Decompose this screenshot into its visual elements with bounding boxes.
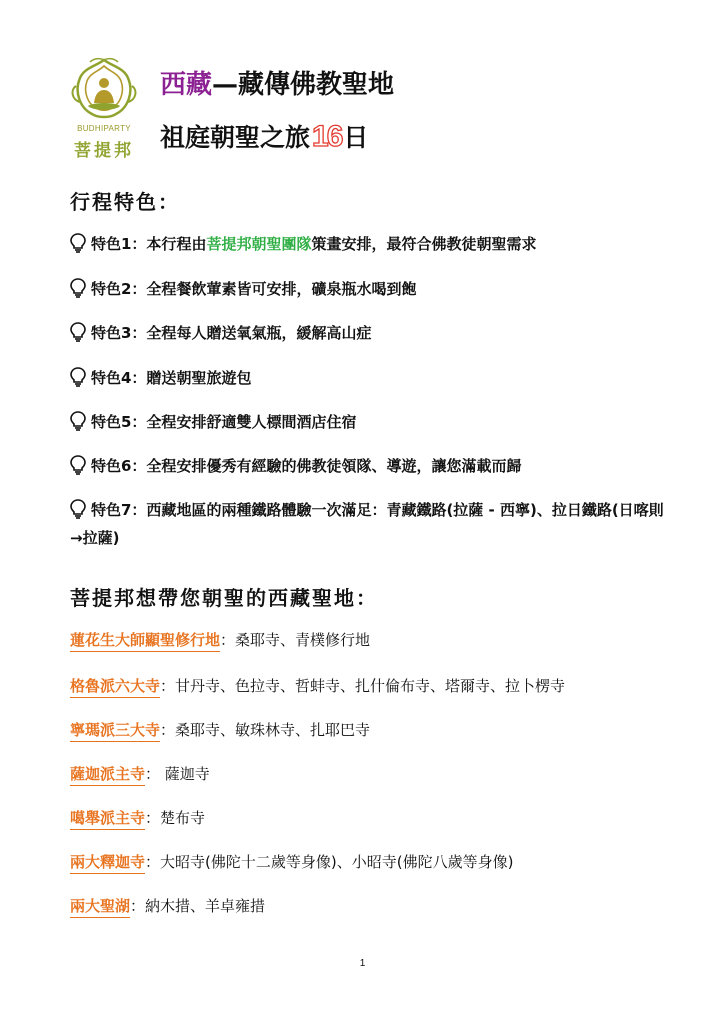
document-subtitle <box>160 118 368 154</box>
site-name: 兩大釋迦寺 <box>70 853 145 874</box>
site-name: 格魯派六大寺 <box>70 677 160 698</box>
page-number: 1 <box>359 958 366 969</box>
site-item <box>70 674 670 698</box>
site-description: ：楚布寺 <box>145 809 206 827</box>
site-item <box>70 806 670 830</box>
sites-heading: 菩提邦想帶您朝聖的西藏聖地： <box>70 586 378 610</box>
site-name: 噶舉派主寺 <box>70 809 145 830</box>
lightbulb-icon <box>70 233 86 253</box>
feature-item <box>70 319 670 347</box>
document-title <box>160 64 394 101</box>
site-name: 蓮花生大師顯聖修行地 <box>70 631 220 652</box>
feature-1-highlight: 菩提邦朝聖團隊 <box>206 235 312 253</box>
site-description: ：桑耶寺、青樸修行地 <box>220 631 371 649</box>
site-item <box>70 762 670 786</box>
site-description: ：桑耶寺、敏珠林寺、扎耶巴寺 <box>160 721 371 739</box>
site-description: ：甘丹寺、色拉寺、哲蚌寺、扎什倫布寺、塔爾寺、拉卜楞寺 <box>160 677 566 695</box>
title-rest: —藏傳佛教聖地 <box>212 70 395 100</box>
feature-4-text: 特色4：贈送朝聖旅遊包 <box>91 369 252 387</box>
feature-item <box>70 452 670 480</box>
feature-item <box>70 275 670 303</box>
site-item <box>70 894 670 918</box>
feature-item <box>70 408 670 436</box>
site-name: 寧瑪派三大寺 <box>70 721 160 742</box>
title-tibet: 西藏 <box>160 70 213 100</box>
feature-5-text: 特色5：全程安排舒適雙人標間酒店住宿 <box>91 413 357 431</box>
feature-2-text: 特色2：全程餐飲葷素皆可安排，礦泉瓶水喝到飽 <box>91 280 417 298</box>
lightbulb-icon <box>70 455 86 475</box>
site-description: ：大昭寺(佛陀十二歲等身像)、小昭寺(佛陀八歲等身像) <box>145 853 514 871</box>
feature-item <box>70 230 670 258</box>
subtitle-pre: 祖庭朝聖之旅 <box>160 123 311 152</box>
feature-item <box>70 364 670 392</box>
lightbulb-icon <box>70 499 86 519</box>
logo-english-text: BUDHIPARTY <box>77 124 131 133</box>
feature-6-text: 特色6：全程安排優秀有經驗的佛教徒領隊、導遊，讓您滿載而歸 <box>91 457 522 475</box>
feature-7-text: 特色7：西藏地區的兩種鐵路體驗一次滿足：青藏鐵路(拉薩 - 西寧)、拉日鐵路(日喀則→拉薩) <box>70 501 664 547</box>
site-description: ：納木措、羊卓雍措 <box>130 897 266 915</box>
site-name: 薩迦派主寺 <box>70 765 145 786</box>
logo-chinese-text: 菩提邦 <box>74 141 134 161</box>
lightbulb-icon <box>70 411 86 431</box>
subtitle-post: 日 <box>343 123 369 152</box>
lightbulb-icon <box>70 367 86 387</box>
lightbulb-icon <box>70 322 86 342</box>
feature-3-text: 特色3：全程每人贈送氧氣瓶，緩解高山症 <box>91 324 372 342</box>
budhiparty-logo <box>66 56 142 160</box>
lotus-buddha-icon <box>66 56 142 124</box>
lightbulb-icon <box>70 278 86 298</box>
days-number: 16 <box>312 120 342 153</box>
feature-1-post: 策畫安排，最符合佛教徒朝聖需求 <box>311 235 537 253</box>
site-item <box>70 718 670 742</box>
features-heading: 行程特色： <box>70 190 180 214</box>
site-name: 兩大聖湖 <box>70 897 130 918</box>
feature-1-pre: 特色1：本行程由 <box>91 235 207 253</box>
feature-item <box>70 496 670 552</box>
site-description: ： 薩迦寺 <box>145 765 210 783</box>
site-item <box>70 850 670 874</box>
site-item <box>70 628 670 652</box>
